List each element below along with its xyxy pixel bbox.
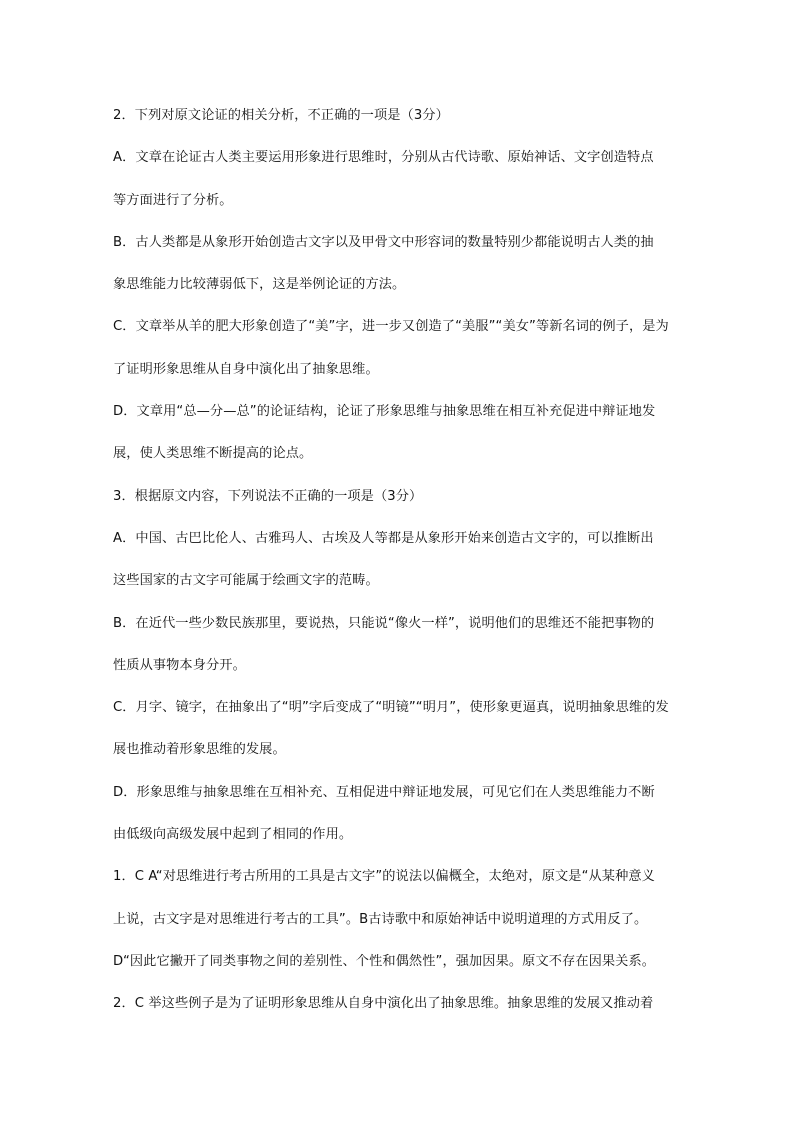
question-3-option-a-cont: 这些国家的古文字可能属于绘画文字的范畴。 (113, 573, 379, 589)
document-body (113, 104, 687, 1035)
question-3-option-a: A．中国、古巴比伦人、古雅玛人、古埃及人等都是从象形开始来创造古文字的，可以推断出 (113, 530, 654, 546)
question-2-option-a: A．文章在论证古人类主要运用形象进行思维时，分别从古代诗歌、原始神话、文字创造特点 (113, 150, 654, 166)
answer-2-line-1: 2．C 举这些例子是为了证明形象思维从自身中演化出了抽象思维。抽象思维的发展又推动着 (113, 996, 654, 1012)
answer-1-line-1: 1．C A“对思维进行考古所用的工具是古文字”的说法以偏概全，太绝对，原文是“从某种意义 (113, 869, 655, 885)
question-2-stem: 2．下列对原文论证的相关分析，不正确的一项是（3分） (113, 108, 449, 123)
question-3-option-b: B．在近代一些少数民族那里，要说热，只能说“像火一样”，说明他们的思维还不能把事物的 (113, 615, 655, 631)
question-2-option-a-cont: 等方面进行了分析。 (113, 192, 233, 208)
question-3-option-c-cont: 展也推动着形象思维的发展。 (113, 742, 286, 758)
question-3-option-b-cont: 性质从事物本身分开。 (113, 657, 246, 673)
question-2-option-b-cont: 象思维能力比较薄弱低下，这是举例论证的方法。 (113, 277, 406, 293)
answer-1-line-2: 上说，古文字是对思维进行考古的工具”。B古诗歌中和原始神话中说明道理的方式用反了。 (113, 911, 648, 927)
answer-1-line-3: D“因此它撇开了同类事物之间的差别性、个性和偶然性”，强加因果。原文不存在因果关系。 (113, 953, 656, 969)
question-2-option-d: D．文章用“总—分—总”的论证结构，论证了形象思维与抽象思维在相互补充促进中辩证地发 (113, 404, 656, 420)
question-3-stem: 3．根据原文内容，下列说法不正确的一项是（3分） (113, 488, 423, 504)
question-2-option-c-cont: 了证明形象思维从自身中演化出了抽象思维。 (113, 361, 379, 377)
question-2-option-c: C．文章举从羊的肥大形象创造了“美”字，进一步又创造了“美服”“美女”等新名词的例子，是为 (113, 319, 669, 335)
question-3-option-c: C．月字、镜字，在抽象出了“明”字后变成了“明镜”“明月”，使形象更逼真，说明抽象思维的发 (113, 700, 669, 716)
question-3-option-d-cont: 由低级向高级发展中起到了相同的作用。 (113, 827, 353, 843)
question-2-option-d-cont: 展，使人类思维不断提高的论点。 (113, 446, 313, 462)
question-2-option-b: B．古人类都是从象形开始创造古文字以及甲骨文中形容词的数量特别少都能说明古人类的抽 (113, 234, 654, 250)
question-3-option-d: D．形象思维与抽象思维在互相补充、互相促进中辩证地发展，可见它们在人类思维能力不断 (113, 784, 655, 800)
